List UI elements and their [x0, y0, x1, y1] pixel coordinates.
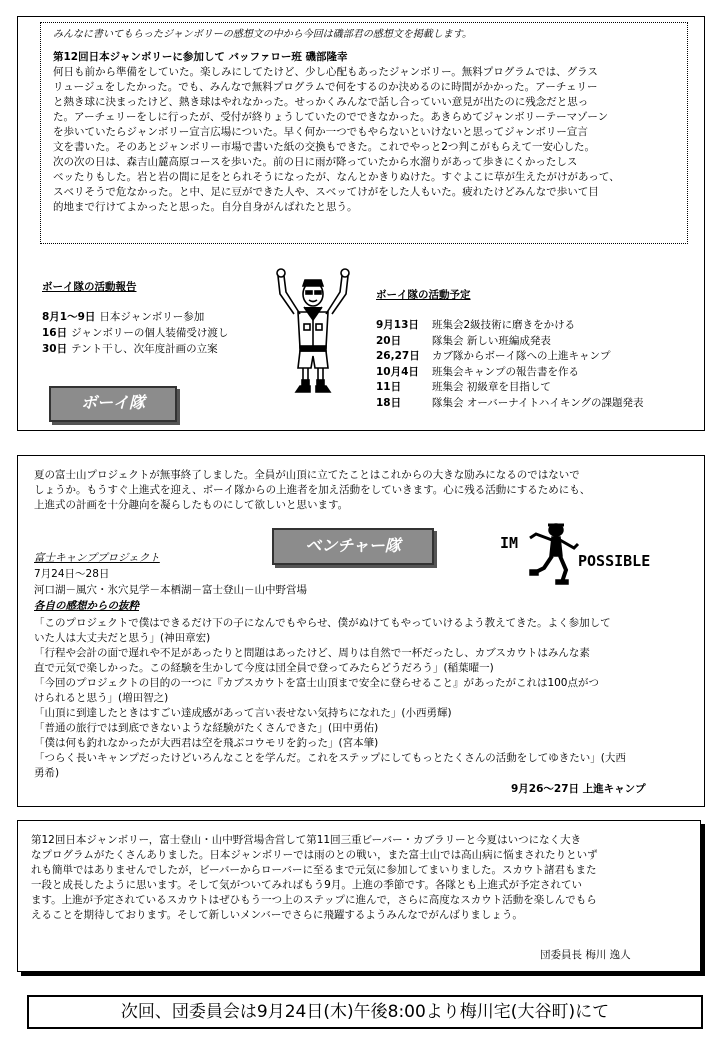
chair-message-line: なプログラムがたくさんありました。日本ジャンボリーでは雨のとの戦い，また富士山では高山病に悩まされたりといず: [31, 849, 598, 861]
schedule-date: 10月4日: [376, 365, 419, 378]
schedule-item: [376, 380, 644, 396]
chair-message-line: えることを期待しております。そして新しいメンバーでさらに飛躍するようみんなでがんばりましょう。: [31, 909, 523, 921]
schedule-item: [42, 325, 228, 341]
schedule-text: 班集会2級技術に磨きをかける: [432, 319, 576, 331]
schedule-text: 班集会キャンプの報告書を作る: [432, 365, 579, 378]
camp-date: 7月24日～28日: [34, 568, 110, 580]
quote-line: 「僕は何も釣れなかったが大西君は空を飛ぶコウモリを釣った」(宮本肇): [34, 737, 379, 749]
next-meeting-notice: [27, 995, 703, 1029]
essay-line: 次の次の日は、森吉山麓高原コースを歩いた。前の日に雨が降っていたから水溜りがあって歩きにくかったしス: [53, 156, 578, 168]
chair-message-line: れも簡単ではありませんでしたが，ビーバーからローバーに至るまで元気に参加してまいりました。スカウト諸君もまた: [31, 864, 597, 876]
schedule-text: 隊集会 新しい班編成発表: [432, 334, 551, 347]
schedule-date: 30日: [42, 343, 68, 355]
quote-line: 「このプロジェクトで僕はできるだけ下の子になんでもやらせ、僕がぬけてもやっていけるよう教えてきた。よく参加して: [34, 617, 611, 629]
schedule-item: [42, 309, 228, 325]
plan-list: [376, 318, 644, 411]
schedule-item: [376, 365, 644, 381]
schedule-item: [42, 341, 228, 357]
essay-line: た。アーチェリーをしに行ったが、受付が終りょうしていたのでできなかった。あきらめてジャンボリーテーマゾーン: [53, 111, 609, 123]
logo-possible: POSSIBLE: [578, 552, 651, 570]
venture-badge: ベンチャー隊: [272, 528, 434, 565]
schedule-date: 16日: [42, 327, 68, 339]
report-list: [42, 309, 228, 357]
quote-line: 「つらく長いキャンプだったけどいろんなことを学んだ。これをステップにしてもっとたくさんの活動をしてゆきたい」(大西: [34, 752, 626, 764]
chair-message-line: ます。上進が予定されているスカウトはぜひもう一つ上のステップに進んで，さらに高度なスカウト活動を楽しんでもら: [31, 894, 597, 906]
quote-line: 「行程や会計の面で遅れや不足があったりと問題はあったけど、周りは自然で一杯だったし、カブスカウトはみんな素: [34, 647, 590, 659]
venture-intro-line: 上進式の計画を十分趣向を凝らしたものにして欲しいと思います。: [34, 499, 349, 511]
essay-intro: みんなに書いてもらったジャンボリーの感想文の中から今回は磯部君の感想文を掲載します。: [53, 29, 472, 40]
venture-intro-line: しょうか。もうすぐ上進式を迎え、ボーイ隊からの上進者を加え活動をしていきます。心に残る活動にするためにも、: [34, 484, 591, 496]
report-title: ボーイ隊の活動報告: [42, 281, 137, 293]
schedule-item: [376, 349, 644, 365]
essay-body: [47, 65, 681, 215]
quote-line: けられると思う」(増田智之): [34, 692, 169, 704]
quote-line: 「山頂に到達したときはすごい達成感があって言い表せない気持ちになれた」(小西勇輝): [34, 707, 452, 719]
schedule-text: テント干し、次年度計画の立案: [71, 343, 218, 355]
quote-line: 勇希): [34, 767, 60, 779]
quotes-title: 各自の感想からの抜粋: [34, 600, 139, 612]
chair-message-line: 第12回日本ジャンボリー，富士登山・山中野営場舎営して第11回三重ビーバー・カブラリーと今夏はいつになく大き: [31, 834, 582, 846]
running-figure-icon: [526, 520, 582, 586]
im-possible-logo: [500, 520, 670, 590]
essay-line: スベリそうで危なかった。と中、足に豆ができた人や、スベッてけがをした人もいた。疲れたけどみんなで歩いて目: [53, 186, 599, 198]
schedule-date: 9月13日: [376, 319, 419, 331]
boy-scout-badge: ボーイ隊: [49, 386, 177, 422]
chair-message-body: [31, 833, 598, 923]
schedule-item: [376, 334, 644, 350]
essay-line: を歩いていたらジャンボリー宣言広場についた。早く何か一つでもやらないといけないと思ってジャンボリー宣言: [53, 126, 588, 138]
schedule-text: 隊集会 オーバーナイトハイキングの課題発表: [432, 396, 644, 409]
schedule-text: 班集会 初級章を目指して: [432, 381, 551, 393]
schedule-item: [376, 318, 644, 334]
chair-signature: 団委員長 梅川 逸人: [540, 949, 631, 961]
schedule-date: 26,27日: [376, 350, 420, 362]
schedule-item: [376, 396, 644, 412]
schedule-date: 8月1～9日: [42, 311, 96, 323]
next-event: 9月26～27日 上進キャンプ: [511, 783, 646, 795]
essay-line: と熱き球に決まったけど、熱き球はやれなかった。せっかくみんなで話し合っていい意見が出たのに残念だと思っ: [53, 96, 589, 108]
schedule-text: ジャンボリーの個人装備受け渡し: [71, 327, 229, 339]
quotes-list: [34, 616, 626, 781]
plan-title: ボーイ隊の活動予定: [376, 289, 471, 301]
schedule-date: 18日: [376, 396, 402, 409]
chair-message-line: 一段と成長したように思います。そして気がついてみればもう9月。上進の季節です。各隊とも上進式が予定されてい: [31, 879, 582, 891]
schedule-text: 日本ジャンボリー参加: [99, 311, 205, 323]
schedule-date: 20日: [376, 334, 402, 347]
essay-box: [40, 22, 688, 244]
camp-title: 富士キャンププロジェクト: [34, 552, 160, 564]
venture-intro-line: 夏の富士山プロジェクトが無事終了しました。全員が山頂に立てたことはこれからの大きな励みになるのではないで: [34, 469, 580, 481]
essay-line: リュージュをしたかった。でも、みんなで無料プログラムで何をするのか決めるのに時間がかかった。アーチェリー: [53, 81, 598, 93]
essay-line: 何日も前から準備をしていた。楽しみにしてたけど、少し心配もあったジャンボリー。無料プログラムでは、グラス: [53, 66, 598, 78]
next-meeting-text: 次回、団委員会は9月24日(木)午後8:00より梅川宅(大谷町)にて: [120, 1002, 610, 1022]
essay-line: ベッたりもした。岩と岩の間に足をとられそうになったが、なんとかきりぬけた。すぐよこに草が生えたがけがあって、: [53, 171, 620, 183]
quote-line: 「普通の旅行では到底できないような経験がたくさんできた」(田中勇佑): [34, 722, 379, 734]
schedule-date: 11日: [376, 381, 402, 393]
quote-line: 「今回のプロジェクトの目的の一つに『カブスカウトを富士山頂まで安全に登らせること』があったがこれは100点がつ: [34, 677, 599, 689]
quote-line: いた人は大丈夫だと思う」(神田章宏): [34, 632, 211, 644]
camp-route: 河口湖－風穴・氷穴見学－本栖湖－富士登山－山中野営場: [34, 584, 307, 596]
logo-im: IM: [500, 534, 519, 552]
schedule-text: カブ隊からボーイ隊への上進キャンプ: [432, 350, 611, 362]
quote-line: 直で元気で楽しかった。この経験を生かして今度は団全員で登ってみたらどうだろう」(稲葉曜一): [34, 662, 494, 674]
essay-line: 文を書いた。そのあとジャンボリー市場で書いた紙の交換もできた。これでやっと2つ判こがもらえて一安心した。: [53, 141, 595, 153]
venture-intro: [34, 468, 590, 513]
scout-figure-icon: [272, 262, 354, 402]
essay-line: 的地まで行けてよかったと思った。自分自身がんばれたと思う。: [53, 201, 358, 213]
essay-title: 第12回日本ジャンボリーに参加して バッファロー班 磯部隆幸: [53, 51, 348, 63]
